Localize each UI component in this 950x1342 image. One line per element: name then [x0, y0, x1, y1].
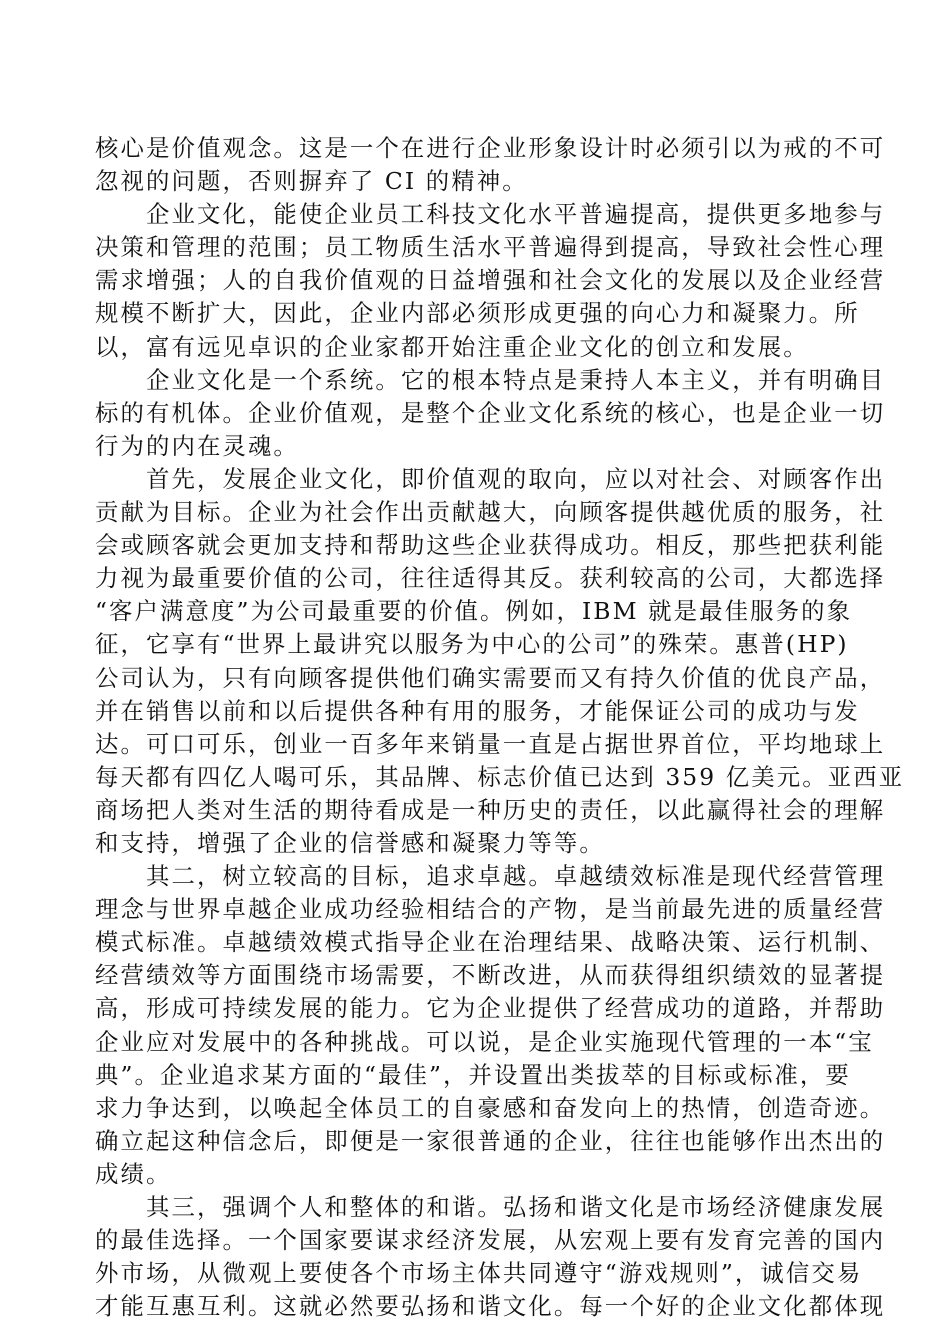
text-line: 典”。企业追求某方面的“最佳”，并设置出类拔萃的目标或标准，要: [95, 1060, 851, 1089]
text-line: 外市场，从微观上要使各个市场主体共同遵守“游戏规则”，诚信交易: [95, 1259, 863, 1288]
text-line: 求力争达到，以唤起全体员工的自豪感和奋发向上的热情，创造奇迹。: [95, 1093, 886, 1122]
text-line: 的最佳选择。一个国家要谋求经济发展，从宏观上要有发育完善的国内: [95, 1226, 886, 1255]
text-line: 商场把人类对生活的期待看成是一种历史的责任，以此赢得社会的理解: [95, 795, 886, 824]
text-line: 行为的内在灵魂。: [95, 431, 299, 460]
text-line: 经营绩效等方面围绕市场需要，不断改进，从而获得组织绩效的显著提: [95, 961, 886, 990]
text-line: 决策和管理的范围；员工物质生活水平普遍得到提高，导致社会性心理: [95, 233, 886, 262]
text-line: 力视为最重要价值的公司，往往适得其反。获利较高的公司，大都选择: [95, 564, 886, 593]
text-line: 成绩。: [95, 1159, 172, 1188]
text-line: 高，形成可持续发展的能力。它为企业提供了经营成功的道路，并帮助: [95, 994, 886, 1023]
text-line: 需求增强；人的自我价值观的日益增强和社会文化的发展以及企业经营: [95, 266, 886, 295]
text-line: 其二，树立较高的目标，追求卓越。卓越绩效标准是现代经营管理: [95, 862, 886, 891]
text-line: 企业应对发展中的各种挑战。可以说，是企业实施现代管理的一本“宝: [95, 1027, 874, 1056]
text-line: 理念与世界卓越企业成功经验相结合的产物，是当前最先进的质量经营: [95, 895, 886, 924]
text-line: 以，富有远见卓识的企业家都开始注重企业文化的创立和发展。: [95, 332, 809, 361]
text-line: 标的有机体。企业价值观，是整个企业文化系统的核心，也是企业一切: [95, 398, 886, 427]
text-line: 征，它享有“世界上最讲究以服务为中心的公司”的殊荣。惠普(HP): [95, 630, 849, 659]
text-line: 会或顾客就会更加支持和帮助这些企业获得成功。相反，那些把获利能: [95, 531, 886, 560]
text-line: 企业文化，能使企业员工科技文化水平普遍提高，提供更多地参与: [95, 200, 886, 229]
text-line: 公司认为，只有向顾客提供他们确实需要而又有持久价值的优良产品，: [95, 663, 886, 692]
text-line: 忽视的问题，否则摒弃了 CI 的精神。: [95, 167, 528, 196]
text-line: 并在销售以前和以后提供各种有用的服务，才能保证公司的成功与发: [95, 696, 860, 725]
text-line: 核心是价值观念。这是一个在进行企业形象设计时必须引以为戒的不可: [95, 134, 886, 162]
text-line: 确立起这种信念后，即便是一家很普通的企业，往往也能够作出杰出的: [95, 1126, 886, 1155]
text-line: 其三，强调个人和整体的和谐。弘扬和谐文化是市场经济健康发展: [95, 1193, 886, 1221]
text-line: 和支持，增强了企业的信誉感和凝聚力等等。: [95, 828, 605, 857]
text-line: 贡献为目标。企业为社会作出贡献越大，向顾客提供越优质的服务，社: [95, 498, 886, 527]
document-page: [95, 132, 905, 1323]
text-line: 每天都有四亿人喝可乐，其品牌、标志价值已达到 359 亿美元。亚西亚: [95, 762, 905, 791]
text-line: “客户满意度”为公司最重要的价值。例如，IBM 就是最佳服务的象: [95, 597, 853, 626]
text-line: 达。可口可乐，创业一百多年来销量一直是占据世界首位，平均地球上: [95, 729, 886, 758]
text-line: 模式标准。卓越绩效模式指导企业在治理结果、战略决策、运行机制、: [95, 928, 886, 957]
text-line: 规模不断扩大，因此，企业内部必须形成更强的向心力和凝聚力。所: [95, 299, 860, 328]
text-line: 才能互惠互利。这就必然要弘扬和谐文化。每一个好的企业文化都体现: [95, 1292, 886, 1321]
text-line: 首先，发展企业文化，即价值观的取向，应以对社会、对顾客作出: [95, 464, 886, 493]
text-line: 企业文化是一个系统。它的根本特点是秉持人本主义，并有明确目: [95, 365, 886, 394]
